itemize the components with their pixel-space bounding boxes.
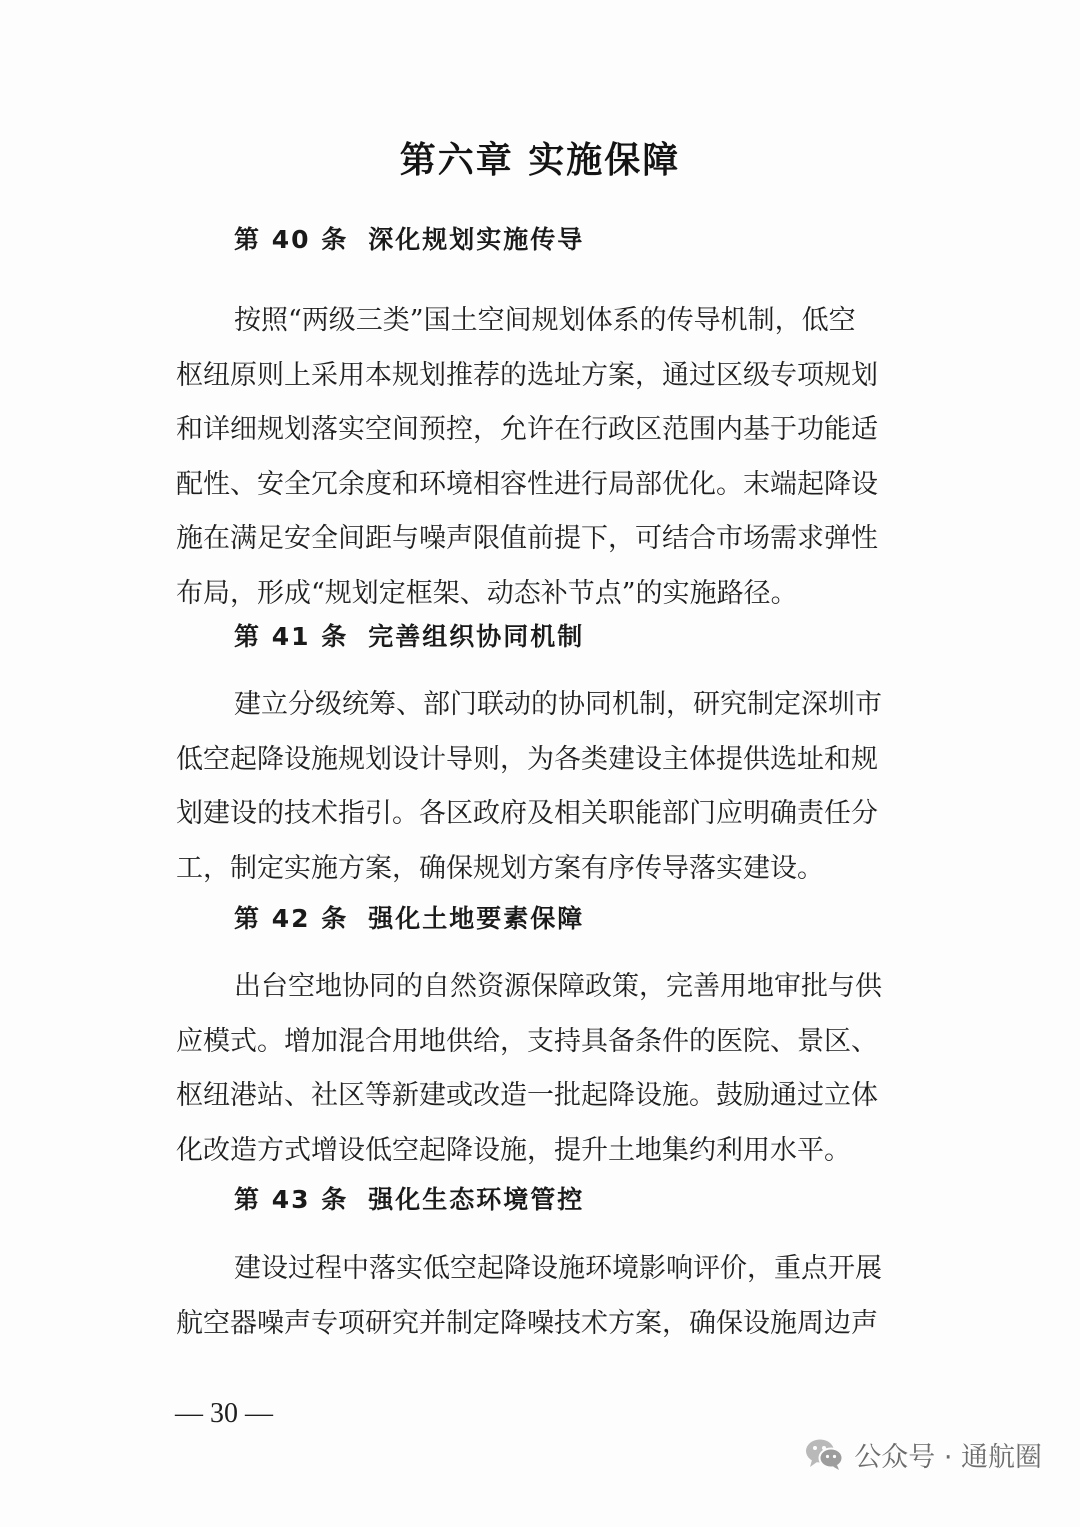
text-line: 工，制定实施方案，确保规划方案有序传导落实建设。 [176,852,824,884]
text-line: 低空起降设施规划设计导则，为各类建设主体提供选址和规 [176,743,878,775]
chapter-title: 第六章 实施保障 [399,140,681,181]
article-heading [234,619,584,655]
page-number: — 30 — [175,1398,273,1429]
article-body [176,678,926,896]
text-line: 按照“两级三类”国土空间规划体系的传导机制，低空 [234,305,856,336]
article-title: 强化土地要素保障 [368,904,585,933]
wechat-icon [804,1437,844,1471]
article-number: 第 43 条 [234,1185,349,1214]
watermark [804,1432,1042,1476]
text-line: 枢纽原则上采用本规划推荐的选址方案，通过区级专项规划 [176,359,878,391]
watermark-text: 公众号 · 通航圈 [854,1441,1042,1473]
article-heading [234,901,584,937]
text-line: 配性、安全冗余度和环境相容性进行局部优化。末端起降设 [176,468,878,500]
text-line: 布局，形成“规划定框架、动态补节点”的实施路径。 [176,577,798,609]
article-title: 强化生态环境管控 [368,1185,585,1214]
text-line: 建设过程中落实低空起降设施环境影响评价，重点开展 [234,1253,882,1284]
article-body [176,960,926,1178]
article-title: 深化规划实施传导 [368,225,585,254]
text-line: 航空器噪声专项研究并制定降噪技术方案，确保设施周边声 [176,1307,878,1339]
article-heading [234,1182,584,1218]
article-heading [234,222,584,258]
text-line: 划建设的技术指引。各区政府及相关职能部门应明确责任分 [176,798,878,829]
article-body [176,1242,926,1351]
text-line: 施在满足安全间距与噪声限值前提下，可结合市场需求弹性 [176,523,878,554]
article-body [176,294,926,621]
text-line: 出台空地协同的自然资源保障政策，完善用地审批与供 [234,971,882,1002]
text-line: 和详细规划落实空间预控，允许在行政区范围内基于功能适 [176,414,878,445]
article-number: 第 42 条 [234,904,349,933]
article-title: 完善组织协同机制 [368,622,585,651]
text-line: 化改造方式增设低空起降设施，提升土地集约利用水平。 [176,1134,851,1166]
article-number: 第 41 条 [234,622,349,651]
text-line: 应模式。增加混合用地供给，支持具备条件的医院、景区、 [176,1025,878,1057]
text-line: 枢纽港站、社区等新建或改造一批起降设施。鼓励通过立体 [176,1080,878,1111]
text-line: 建立分级统筹、部门联动的协同机制，研究制定深圳市 [234,689,882,720]
article-number: 第 40 条 [234,225,349,254]
